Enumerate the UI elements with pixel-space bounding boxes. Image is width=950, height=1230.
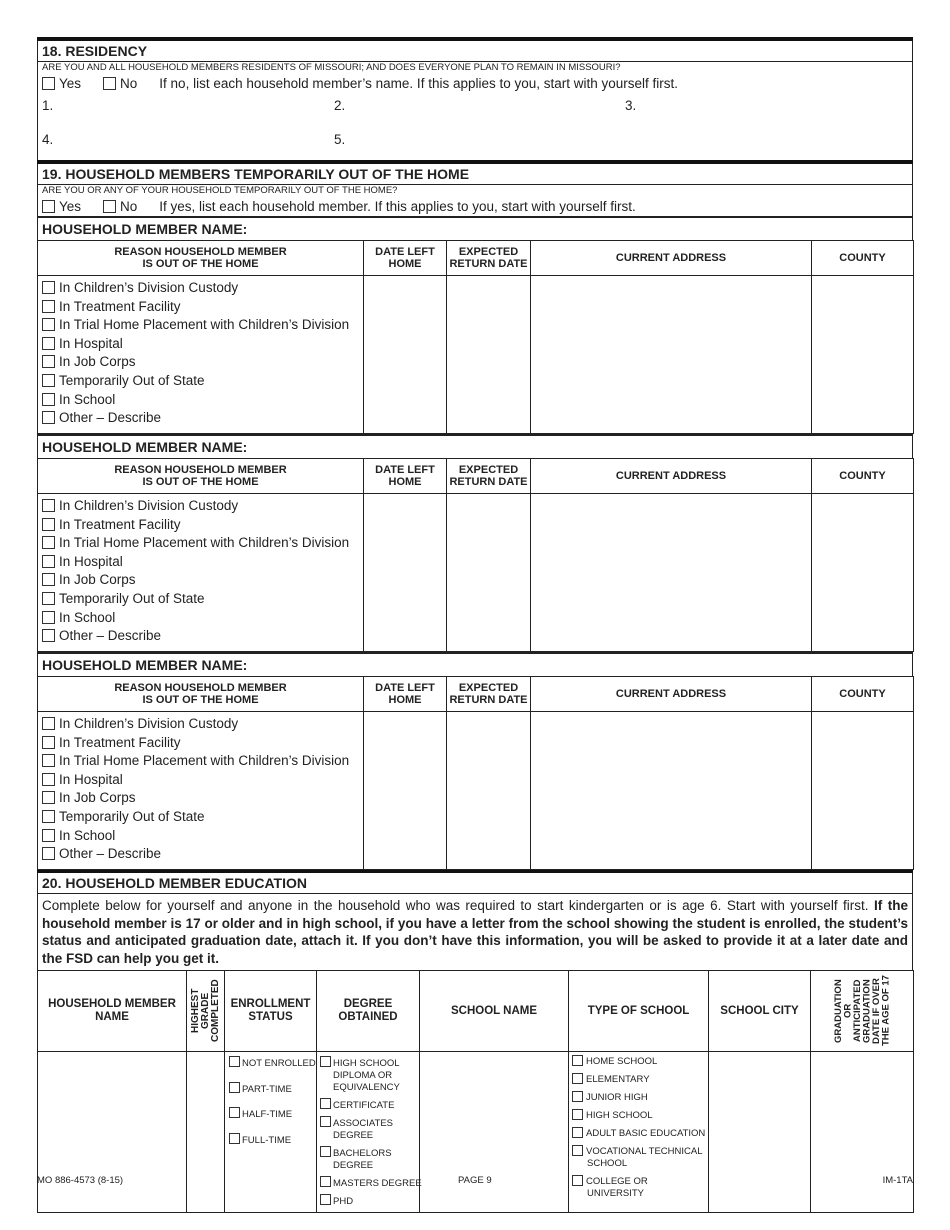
reason-checkbox[interactable]	[42, 573, 55, 586]
degree-option[interactable]: PHD	[320, 1194, 417, 1208]
school-type-option[interactable]: HOME SCHOOL	[572, 1055, 706, 1068]
reason-option[interactable]: In Hospital	[38, 771, 363, 790]
enrollment-option[interactable]: FULL-TIME	[229, 1133, 312, 1147]
reason-checkbox[interactable]	[42, 736, 55, 749]
col-date-left: DATE LEFT HOME	[364, 677, 447, 712]
residency-no-checkbox[interactable]	[103, 77, 116, 90]
degree-option[interactable]: CERTIFICATE	[320, 1098, 417, 1112]
form-code: IM-1TA	[882, 1175, 913, 1186]
education-school-name-cell[interactable]	[420, 1052, 569, 1213]
reason-checkbox[interactable]	[42, 629, 55, 642]
education-grade-cell[interactable]	[187, 1052, 225, 1213]
residency-no-label: No	[120, 75, 138, 91]
enrollment-checkbox[interactable]	[229, 1107, 240, 1118]
reason-option[interactable]: In Trial Home Placement with Children’s Division	[38, 534, 363, 553]
reason-option[interactable]: Other – Describe	[38, 627, 363, 646]
col-member-name: HOUSEHOLD MEMBER NAME	[38, 971, 187, 1052]
reason-option[interactable]: In Treatment Facility	[38, 734, 363, 753]
member-name-label[interactable]: HOUSEHOLD MEMBER NAME:	[42, 439, 248, 455]
reason-options	[38, 494, 364, 652]
school-type-checkbox[interactable]	[572, 1175, 583, 1186]
school-type-option[interactable]: ELEMENTARY	[572, 1073, 706, 1086]
member-name-label[interactable]: HOUSEHOLD MEMBER NAME:	[42, 221, 248, 237]
residency-yes-checkbox[interactable]	[42, 77, 55, 90]
col-county: COUNTY	[812, 241, 914, 276]
col-date-left: DATE LEFT HOME	[364, 241, 447, 276]
enrollment-option[interactable]: HALF-TIME	[229, 1107, 312, 1121]
school-type-option[interactable]: VOCATIONAL TECHNICAL SCHOOL	[572, 1145, 706, 1170]
degree-options	[317, 1052, 420, 1213]
reason-checkbox[interactable]	[42, 374, 55, 387]
reason-checkbox[interactable]	[42, 536, 55, 549]
col-enrollment: ENROLLMENT STATUS	[225, 971, 317, 1052]
reason-checkbox[interactable]	[42, 355, 55, 368]
date-left-cell[interactable]	[364, 712, 447, 870]
school-type-checkbox[interactable]	[572, 1145, 583, 1156]
col-current-address: CURRENT ADDRESS	[531, 677, 812, 712]
reason-checkbox[interactable]	[42, 847, 55, 860]
col-county: COUNTY	[812, 677, 914, 712]
col-school-type: TYPE OF SCHOOL	[569, 971, 709, 1052]
col-school-name: SCHOOL NAME	[420, 971, 569, 1052]
reason-option[interactable]: In School	[38, 827, 363, 846]
section-20-title: 20. HOUSEHOLD MEMBER EDUCATION	[42, 875, 307, 891]
education-city-cell[interactable]	[709, 1052, 811, 1213]
degree-option[interactable]: HIGH SCHOOL DIPLOMA OR EQUIVALENCY	[320, 1056, 417, 1094]
school-type-checkbox[interactable]	[572, 1055, 583, 1066]
out-of-home-no-label: No	[120, 198, 138, 214]
county-cell[interactable]	[812, 712, 914, 870]
reason-option[interactable]: Temporarily Out of State	[38, 808, 363, 827]
date-left-cell[interactable]	[364, 494, 447, 652]
reason-checkbox[interactable]	[42, 499, 55, 512]
county-cell[interactable]	[812, 494, 914, 652]
out-of-home-member-block	[37, 652, 913, 870]
reason-option[interactable]: In Children’s Division Custody	[38, 279, 363, 298]
col-school-city: SCHOOL CITY	[709, 971, 811, 1052]
degree-option[interactable]: ASSOCIATES DEGREE	[320, 1116, 417, 1142]
reason-option[interactable]: In School	[38, 609, 363, 628]
col-reason: REASON HOUSEHOLD MEMBER IS OUT OF THE HOME	[38, 459, 364, 494]
reason-option[interactable]: In Job Corps	[38, 789, 363, 808]
school-type-checkbox[interactable]	[572, 1073, 583, 1084]
return-date-cell[interactable]	[447, 712, 531, 870]
section-19-title: 19. HOUSEHOLD MEMBERS TEMPORARILY OUT OF THE HOME	[42, 166, 470, 182]
reason-option[interactable]: In Trial Home Placement with Children’s Division	[38, 752, 363, 771]
reason-checkbox[interactable]	[42, 611, 55, 624]
current-address-cell[interactable]	[531, 494, 812, 652]
reason-checkbox[interactable]	[42, 318, 55, 331]
form-page	[37, 37, 913, 1213]
residency-name-1[interactable]: 1.	[42, 98, 54, 113]
residency-name-2[interactable]: 2.	[334, 98, 346, 113]
degree-checkbox[interactable]	[320, 1194, 331, 1205]
school-type-options	[569, 1052, 709, 1213]
date-left-cell[interactable]	[364, 276, 447, 434]
member-name-label[interactable]: HOUSEHOLD MEMBER NAME:	[42, 657, 248, 673]
col-return-date: EXPECTED RETURN DATE	[447, 677, 531, 712]
degree-option[interactable]: MASTERS DEGREE	[320, 1176, 417, 1190]
col-reason: REASON HOUSEHOLD MEMBER IS OUT OF THE HOME	[38, 677, 364, 712]
degree-checkbox[interactable]	[320, 1146, 331, 1157]
col-current-address: CURRENT ADDRESS	[531, 241, 812, 276]
out-of-home-member-block	[37, 216, 913, 434]
out-of-home-instruction: If yes, list each household member. If this applies to you, start with yourself first.	[159, 198, 636, 214]
return-date-cell[interactable]	[447, 276, 531, 434]
col-graduation-date: GRADUATION OR ANTICIPATED GRADUATION DATE IF OVER THE AGE OF 17	[811, 971, 914, 1052]
school-type-checkbox[interactable]	[572, 1127, 583, 1138]
col-return-date: EXPECTED RETURN DATE	[447, 459, 531, 494]
reason-checkbox[interactable]	[42, 411, 55, 424]
degree-checkbox[interactable]	[320, 1116, 331, 1127]
reason-checkbox[interactable]	[42, 592, 55, 605]
reason-option[interactable]: Temporarily Out of State	[38, 372, 363, 391]
return-date-cell[interactable]	[447, 494, 531, 652]
reason-checkbox[interactable]	[42, 337, 55, 350]
degree-option[interactable]: BACHELORS DEGREE	[320, 1146, 417, 1172]
col-current-address: CURRENT ADDRESS	[531, 459, 812, 494]
reason-option[interactable]: In Treatment Facility	[38, 516, 363, 535]
reason-checkbox[interactable]	[42, 810, 55, 823]
reason-option[interactable]: In Hospital	[38, 553, 363, 572]
reason-options	[38, 712, 364, 870]
out-of-home-yes-checkbox[interactable]	[42, 200, 55, 213]
reason-option[interactable]: In Children’s Division Custody	[38, 715, 363, 734]
reason-option[interactable]: Temporarily Out of State	[38, 590, 363, 609]
reason-checkbox[interactable]	[42, 773, 55, 786]
residency-name-5[interactable]: 5.	[334, 132, 346, 147]
reason-option[interactable]: In Children’s Division Custody	[38, 497, 363, 516]
reason-checkbox[interactable]	[42, 829, 55, 842]
reason-option[interactable]: Other – Describe	[38, 409, 363, 428]
education-name-cell[interactable]	[38, 1052, 187, 1213]
reason-option[interactable]: In Hospital	[38, 335, 363, 354]
school-type-option[interactable]: ADULT BASIC EDUCATION	[572, 1127, 706, 1140]
reason-checkbox[interactable]	[42, 754, 55, 767]
reason-option[interactable]: In School	[38, 391, 363, 410]
residency-name-4[interactable]: 4.	[42, 132, 54, 147]
school-type-checkbox[interactable]	[572, 1091, 583, 1102]
col-degree: DEGREE OBTAINED	[317, 971, 420, 1052]
reason-checkbox[interactable]	[42, 791, 55, 804]
reason-checkbox[interactable]	[42, 393, 55, 406]
section-18-title: 18. RESIDENCY	[42, 43, 148, 59]
reason-option[interactable]: In Job Corps	[38, 571, 363, 590]
form-id: MO 886-4573 (8-15)	[37, 1175, 124, 1186]
degree-checkbox[interactable]	[320, 1056, 331, 1067]
reason-checkbox[interactable]	[42, 300, 55, 313]
reason-checkbox[interactable]	[42, 717, 55, 730]
enrollment-checkbox[interactable]	[229, 1133, 240, 1144]
col-highest-grade: HIGHEST GRADE COMPLETED	[187, 971, 225, 1052]
reason-option[interactable]: In Treatment Facility	[38, 298, 363, 317]
reason-option[interactable]: Other – Describe	[38, 845, 363, 864]
enrollment-options	[225, 1052, 317, 1213]
school-type-checkbox[interactable]	[572, 1109, 583, 1120]
residency-instruction: If no, list each household member’s name. If this applies to you, start with yourself first.	[159, 75, 679, 91]
enrollment-option[interactable]: NOT ENROLLED	[229, 1056, 312, 1070]
out-of-home-yes-label: Yes	[59, 198, 82, 214]
reason-option[interactable]: In Job Corps	[38, 353, 363, 372]
degree-checkbox[interactable]	[320, 1098, 331, 1109]
degree-checkbox[interactable]	[320, 1176, 331, 1187]
col-date-left: DATE LEFT HOME	[364, 459, 447, 494]
enrollment-checkbox[interactable]	[229, 1056, 240, 1067]
residency-name-3[interactable]: 3.	[625, 98, 637, 113]
school-type-option[interactable]: COLLEGE OR UNIVERSITY	[572, 1175, 706, 1200]
col-county: COUNTY	[812, 459, 914, 494]
current-address-cell[interactable]	[531, 276, 812, 434]
col-reason: REASON HOUSEHOLD MEMBER IS OUT OF THE HOME	[38, 241, 364, 276]
enrollment-option[interactable]: PART-TIME	[229, 1082, 312, 1096]
education-grad-date-cell[interactable]	[811, 1052, 914, 1213]
enrollment-checkbox[interactable]	[229, 1082, 240, 1093]
school-type-option[interactable]: HIGH SCHOOL	[572, 1109, 706, 1122]
county-cell[interactable]	[812, 276, 914, 434]
out-of-home-member-block	[37, 434, 913, 652]
out-of-home-question: ARE YOU OR ANY OF YOUR HOUSEHOLD TEMPORARILY OUT OF THE HOME?	[42, 185, 398, 196]
out-of-home-no-checkbox[interactable]	[103, 200, 116, 213]
reason-checkbox[interactable]	[42, 281, 55, 294]
col-return-date: EXPECTED RETURN DATE	[447, 241, 531, 276]
school-type-option[interactable]: JUNIOR HIGH	[572, 1091, 706, 1104]
reason-checkbox[interactable]	[42, 518, 55, 531]
residency-yes-label: Yes	[59, 75, 82, 91]
residency-question: ARE YOU AND ALL HOUSEHOLD MEMBERS RESIDENTS OF MISSOURI; AND DOES EVERYONE PLAN TO REMAIN IN MISSOURI?	[42, 62, 621, 73]
reason-options	[38, 276, 364, 434]
reason-option[interactable]: In Trial Home Placement with Children’s Division	[38, 316, 363, 335]
reason-checkbox[interactable]	[42, 555, 55, 568]
page-number: PAGE 9	[458, 1175, 492, 1186]
education-instructions: Complete below for yourself and anyone in the household who was required to start kindergarten or is age 6. Start with yourself first. If the household member is 17 or older and in high school, if you have a letter from the school showing the student is enrolled, the student’s status and anticipated graduation date, attach it. If you don’t have this information, you will be asked to provide it at a later date and the FSD can help you get it.	[42, 898, 908, 966]
current-address-cell[interactable]	[531, 712, 812, 870]
